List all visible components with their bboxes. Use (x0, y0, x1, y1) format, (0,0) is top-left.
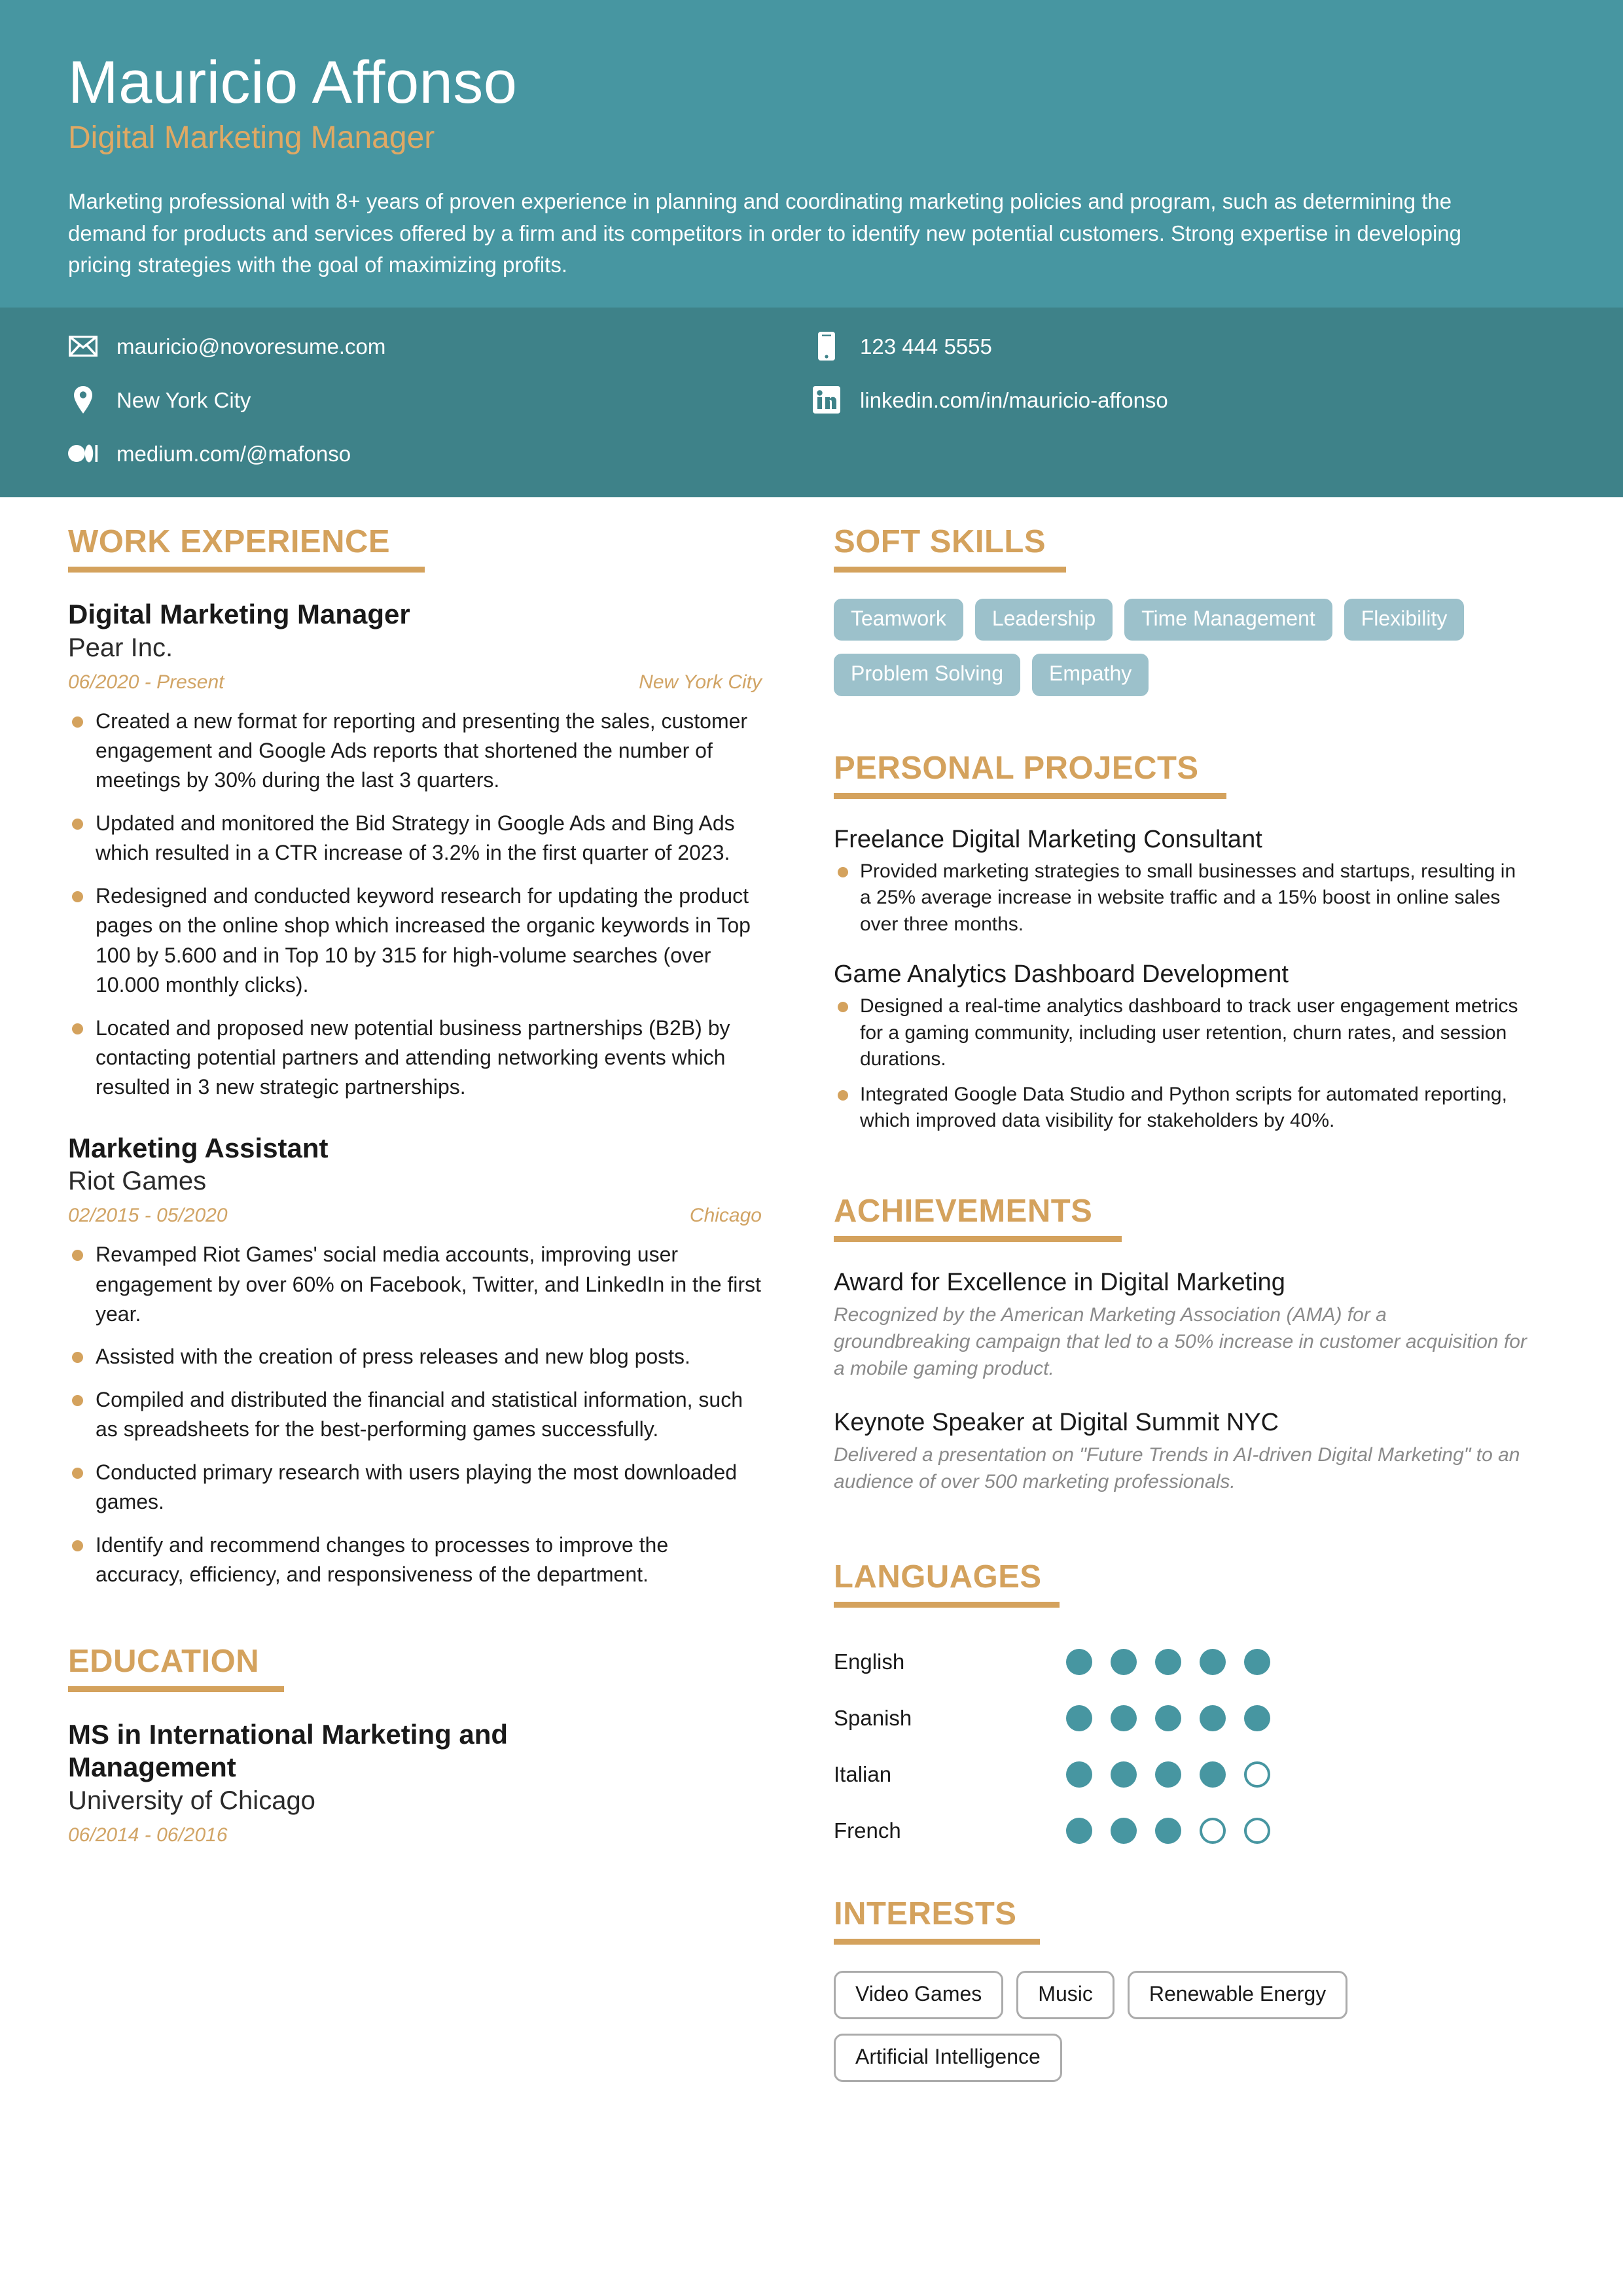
spacer (834, 696, 1527, 752)
job-bullet: Revamped Riot Games' social media accounts, improving user engagement by over 60% on Facebook, Twitter, and LinkedIn in the first year. (68, 1240, 762, 1329)
job-bullet: Redesigned and conducted keyword research for updating the product pages on the online shop which increased the organic keywords in Top 100 by 5.600 and in Top 10 by 315 for high-volume searches (over 10.000 monthly clicks). (68, 881, 762, 1000)
job-title: Digital Marketing Manager (68, 599, 410, 630)
heading-rule (68, 1686, 284, 1692)
project-bullet: Integrated Google Data Studio and Python scripts for automated reporting, which improved data visibility for stakeholders by 40%. (834, 1082, 1527, 1134)
job-entry (68, 1133, 762, 1590)
language-row (834, 1634, 1527, 1690)
candidate-job-title: Digital Marketing Manager (68, 120, 435, 155)
section-work-experience (68, 526, 762, 1589)
level-dot-empty (1244, 1818, 1270, 1844)
section-soft-skills (834, 526, 1527, 696)
education-school: University of Chicago (68, 1786, 315, 1815)
contact-item-linkedin[interactable] (812, 385, 1555, 415)
interests-heading: INTERESTS (834, 1896, 1017, 1932)
profile-summary: Marketing professional with 8+ years of proven experience in planning and coordinating marketing policies and program, such as determining the demand for products and services offered by a firm and its competitors in order to identify new potential customers. Strong expertise in developing pricing strategies with the goal of maximizing profits. (68, 188, 1461, 277)
envelope-icon (68, 331, 98, 361)
linkedin-icon (812, 385, 842, 415)
contact-email-text: mauricio@novoresume.com (116, 334, 386, 359)
job-bullet: Located and proposed new potential business partnerships (B2B) by contacting potential partners and attending networking events which resulted in 3 new strategic partnerships. (68, 1014, 762, 1103)
level-dot-filled (1066, 1649, 1092, 1675)
job-bullet-list (68, 1240, 762, 1589)
contact-item-medium[interactable] (68, 438, 812, 468)
education-entry (68, 1718, 762, 1846)
level-dot-filled (1155, 1818, 1181, 1844)
language-row (834, 1690, 1527, 1746)
project-bullet: Designed a real-time analytics dashboard to track user engagement metrics for a gaming community, including user retention, churn rates, and session durations. (834, 993, 1527, 1072)
contact-item-phone[interactable] (812, 331, 1555, 361)
level-dot-filled (1155, 1705, 1181, 1731)
heading-rule (68, 567, 425, 573)
level-dot-filled (1066, 1818, 1092, 1844)
job-dates: 06/2020 - Present (68, 671, 224, 693)
project-entry (834, 960, 1527, 1135)
medium-icon (68, 438, 98, 468)
soft-skill-pill: Teamwork (834, 599, 963, 641)
job-entry (68, 599, 762, 1103)
heading-rule (834, 1602, 1060, 1608)
interests-list (834, 1971, 1488, 2082)
project-bullet: Provided marketing strategies to small businesses and startups, resulting in a 25% average increase in website traffic and a 15% boost in online sales over three months. (834, 858, 1527, 938)
job-bullet: Updated and monitored the Bid Strategy in Google Ads and Bing Ads which resulted in a CTR increase of 3.2% in the first quarter of 2023. (68, 809, 762, 868)
resume-header (0, 0, 1623, 308)
job-bullet: Assisted with the creation of press releases and new blog posts. (68, 1342, 762, 1371)
heading-rule (834, 1939, 1040, 1945)
soft-skill-pill: Problem Solving (834, 654, 1020, 696)
contact-medium-text: medium.com/@mafonso (116, 441, 351, 466)
job-bullet: Conducted primary research with users playing the most downloaded games. (68, 1458, 762, 1517)
job-bullet: Identify and recommend changes to processes to improve the accuracy, efficiency, and responsiveness of the department. (68, 1530, 762, 1590)
soft-skill-pill: Flexibility (1344, 599, 1465, 641)
project-title: Freelance Digital Marketing Consultant (834, 825, 1262, 853)
education-heading: EDUCATION (68, 1644, 260, 1680)
contact-column-right (812, 331, 1555, 468)
level-dot-filled (1111, 1761, 1137, 1788)
section-interests (834, 1898, 1527, 2082)
level-dot-filled (1111, 1818, 1137, 1844)
level-dot-filled (1244, 1705, 1270, 1731)
section-languages (834, 1561, 1527, 1859)
project-bullet-list (834, 993, 1527, 1134)
language-row (834, 1746, 1527, 1803)
education-degree: MS in International Marketing and Management (68, 1719, 508, 1783)
level-dot-filled (1155, 1649, 1181, 1675)
achievement-description: Recognized by the American Marketing Association (AMA) for a groundbreaking campaign that led to a 50% increase in customer acquisition for a mobile gaming product. (834, 1303, 1527, 1379)
contact-item-location[interactable] (68, 385, 812, 415)
interest-chip: Video Games (834, 1971, 1003, 2019)
level-dot-filled (1200, 1761, 1226, 1788)
job-title: Marketing Assistant (68, 1132, 329, 1163)
right-column (834, 526, 1527, 2082)
achievement-title: Award for Excellence in Digital Marketing (834, 1269, 1285, 1297)
language-name: French (834, 1818, 901, 1843)
section-achievements (834, 1195, 1527, 1495)
contact-linkedin-text: linkedin.com/in/mauricio-affonso (860, 387, 1168, 412)
job-dates: 02/2015 - 05/2020 (68, 1205, 228, 1227)
languages-list (834, 1634, 1527, 1859)
language-name: Italian (834, 1761, 892, 1786)
interest-chip: Artificial Intelligence (834, 2034, 1062, 2082)
level-dot-empty (1200, 1818, 1226, 1844)
level-dot-filled (1244, 1649, 1270, 1675)
interest-chip: Music (1016, 1971, 1115, 2019)
language-level-dots (1066, 1705, 1270, 1731)
job-bullet: Compiled and distributed the financial and statistical information, such as spreadsheets for the best-performing games successfully. (68, 1385, 762, 1445)
spacer (68, 1619, 762, 1646)
level-dot-filled (1111, 1649, 1137, 1675)
soft-skills-heading: SOFT SKILLS (834, 524, 1046, 560)
achievement-entry (834, 1268, 1527, 1382)
section-personal-projects (834, 752, 1527, 1135)
soft-skills-list (834, 599, 1488, 696)
level-dot-filled (1111, 1705, 1137, 1731)
candidate-name: Mauricio Affonso (68, 49, 518, 116)
soft-skill-pill: Empathy (1032, 654, 1149, 696)
interest-chip: Renewable Energy (1128, 1971, 1347, 2019)
project-entry (834, 825, 1527, 938)
location-pin-icon (68, 385, 98, 415)
project-bullet-list (834, 858, 1527, 938)
soft-skill-pill: Time Management (1124, 599, 1332, 641)
level-dot-filled (1200, 1705, 1226, 1731)
work-experience-heading: WORK EXPERIENCE (68, 524, 391, 560)
spacer (834, 1156, 1527, 1195)
project-title: Game Analytics Dashboard Development (834, 960, 1289, 988)
achievement-title: Keynote Speaker at Digital Summit NYC (834, 1409, 1279, 1437)
soft-skill-pill: Leadership (975, 599, 1113, 641)
phone-icon (812, 331, 842, 361)
level-dot-filled (1066, 1761, 1092, 1788)
job-bullet-list (68, 707, 762, 1103)
spacer (834, 1522, 1527, 1561)
job-location: New York City (639, 671, 762, 693)
level-dot-empty (1244, 1761, 1270, 1788)
job-location: Chicago (689, 1205, 762, 1227)
achievements-heading: ACHIEVEMENTS (834, 1193, 1093, 1229)
resume-body (0, 497, 1623, 2082)
language-level-dots (1066, 1761, 1270, 1788)
language-level-dots (1066, 1818, 1270, 1844)
job-meta (68, 1205, 762, 1227)
job-bullet: Created a new format for reporting and presenting the sales, customer engagement and Google Ads reports that shortened the number of meetings by 30% during the last 3 quarters. (68, 707, 762, 796)
job-company: Riot Games (68, 1167, 207, 1196)
level-dot-filled (1200, 1649, 1226, 1675)
achievement-description: Delivered a presentation on "Future Trends in AI-driven Digital Marketing" to an audience of over 500 marketing professionals. (834, 1443, 1520, 1492)
personal-projects-heading: PERSONAL PROJECTS (834, 750, 1199, 786)
contact-column-left (68, 331, 812, 468)
languages-heading: LANGUAGES (834, 1559, 1042, 1595)
contact-location-text: New York City (116, 387, 251, 412)
heading-rule (834, 1236, 1122, 1242)
level-dot-filled (1155, 1761, 1181, 1788)
education-dates: 06/2014 - 06/2016 (68, 1824, 228, 1846)
job-company: Pear Inc. (68, 633, 173, 662)
left-column (68, 526, 762, 2082)
contact-bar (0, 308, 1623, 497)
language-row (834, 1803, 1527, 1859)
contact-item-email[interactable] (68, 331, 812, 361)
contact-phone-text: 123 444 5555 (860, 334, 992, 359)
achievement-entry (834, 1408, 1527, 1495)
level-dot-filled (1066, 1705, 1092, 1731)
heading-rule (834, 793, 1226, 799)
language-name: English (834, 1649, 905, 1674)
section-education (68, 1646, 762, 1846)
language-name: Spanish (834, 1705, 912, 1730)
heading-rule (834, 567, 1066, 573)
language-level-dots (1066, 1649, 1270, 1675)
spacer (834, 1859, 1527, 1898)
job-meta (68, 671, 762, 694)
